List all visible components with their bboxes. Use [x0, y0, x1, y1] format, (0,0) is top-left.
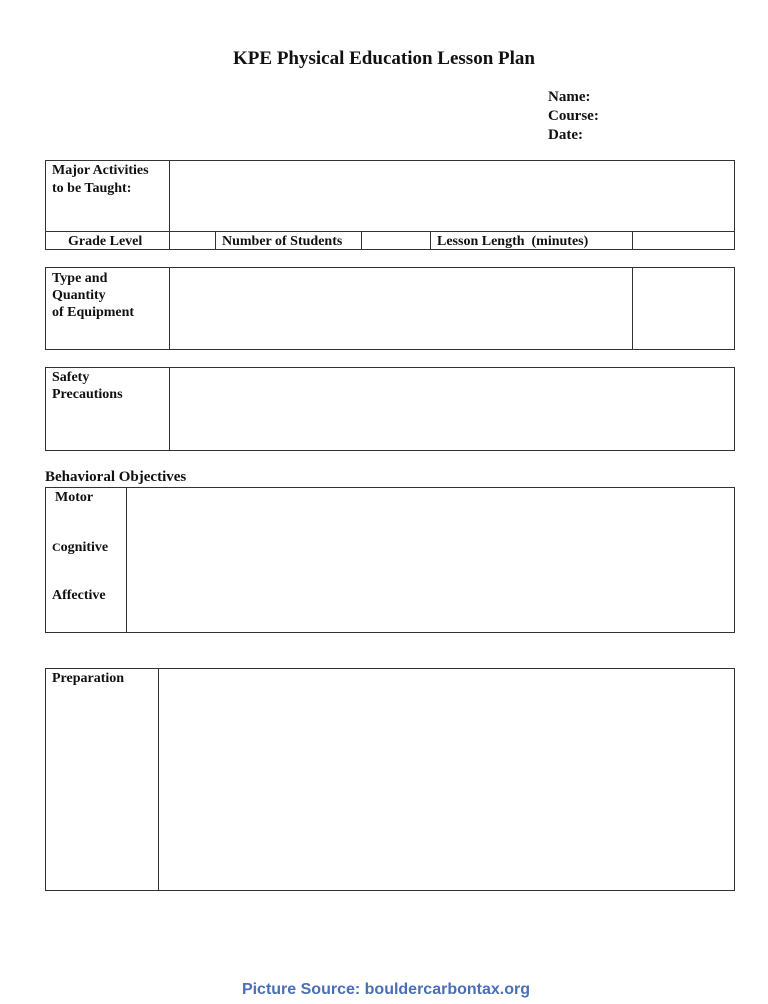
equipment-label-line2: Quantity: [52, 288, 106, 303]
lesson-length-label: Lesson Length (minutes): [437, 234, 589, 249]
objectives-table: [45, 487, 735, 633]
behavioral-objectives-heading: Behavioral Objectives: [45, 469, 187, 485]
lesson-length-label-right-border: [632, 231, 633, 250]
equipment-label-line3: of Equipment: [52, 305, 135, 320]
affective-label: Affective: [52, 588, 106, 603]
safety-divider: [169, 367, 170, 451]
preparation-divider: [158, 668, 159, 891]
number-of-students-label: Number of Students: [222, 234, 343, 249]
activities-divider: [169, 160, 170, 250]
name-field-label: Name:: [548, 89, 591, 105]
course-field-label: Course:: [548, 108, 599, 124]
safety-label-line1: Safety: [52, 370, 90, 385]
students-value-right-border: [430, 231, 431, 250]
cognitive-label: Cognitive: [52, 540, 109, 555]
grade-level-label: Grade Level: [68, 234, 143, 249]
equipment-label-line1: Type and: [52, 271, 108, 286]
picture-source-caption: Picture Source: bouldercarbontax.org: [241, 981, 530, 998]
major-activities-label-line2: to be Taught:: [52, 181, 132, 196]
students-label-right-border: [361, 231, 362, 250]
grade-level-value-right-border: [215, 231, 216, 250]
objectives-divider: [126, 487, 127, 633]
date-field-label: Date:: [548, 127, 583, 143]
motor-label: Motor: [55, 490, 94, 505]
safety-table: [45, 367, 735, 451]
equipment-divider-left: [169, 267, 170, 350]
major-activities-label-line1: Major Activities: [52, 163, 149, 178]
equipment-divider-right: [632, 267, 633, 350]
safety-label-line2: Precautions: [52, 387, 123, 402]
page-title: KPE Physical Education Lesson Plan: [233, 48, 535, 69]
preparation-table: [45, 668, 735, 891]
preparation-label: Preparation: [52, 671, 125, 686]
